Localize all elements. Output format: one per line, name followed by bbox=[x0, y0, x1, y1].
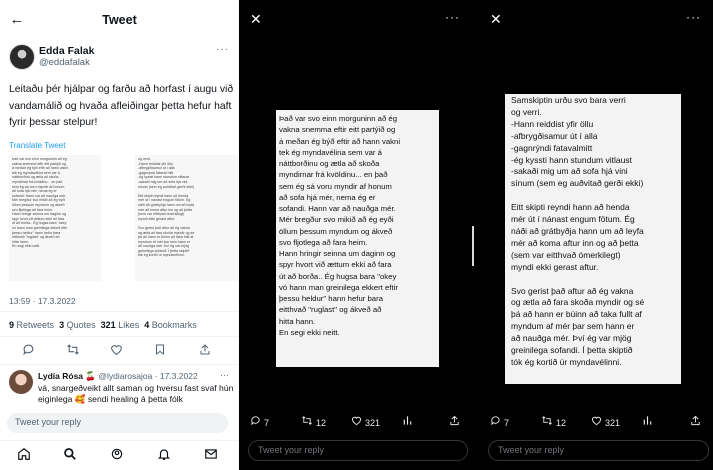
page-title: Tweet bbox=[102, 13, 137, 27]
bottom-navigation bbox=[0, 440, 239, 470]
retweets-stat[interactable]: 9 Retweets bbox=[9, 320, 55, 330]
retweet-icon[interactable] bbox=[66, 343, 80, 359]
more-options-icon[interactable]: ··· bbox=[216, 44, 229, 55]
reply-handle: @lydiarosajoa · 17.3.2022 bbox=[98, 371, 198, 381]
tweet-action-bar bbox=[0, 340, 239, 362]
like-button[interactable]: 321 bbox=[351, 415, 380, 429]
author-name[interactable]: Edda Falak bbox=[39, 45, 95, 57]
translate-tweet-link[interactable]: Translate Tweet bbox=[9, 141, 66, 150]
notifications-icon[interactable] bbox=[157, 447, 171, 464]
heart-icon[interactable] bbox=[110, 343, 123, 359]
heart-icon bbox=[591, 417, 602, 429]
avatar[interactable] bbox=[9, 370, 33, 394]
quotes-stat[interactable]: 3 Quotes bbox=[59, 320, 96, 330]
reply-icon[interactable] bbox=[22, 343, 35, 359]
tweet-header bbox=[0, 0, 239, 38]
image-viewer-1 bbox=[240, 0, 472, 470]
retweet-icon bbox=[541, 417, 553, 429]
spaces-icon[interactable] bbox=[110, 447, 124, 464]
reply-input[interactable] bbox=[248, 440, 468, 461]
tweet-image-2[interactable] bbox=[135, 155, 238, 281]
share-icon[interactable] bbox=[449, 415, 460, 428]
tweet-timestamp[interactable]: 13:59 · 17.3.2022 bbox=[9, 296, 76, 306]
retweet-icon bbox=[301, 417, 313, 429]
reply-text: vá, snargeðveikt allt saman og hversu fast svaf hún eiginlega 🥰 sendi healing á þetta fólk bbox=[38, 383, 234, 404]
home-icon[interactable] bbox=[17, 447, 31, 464]
close-icon[interactable]: ✕ bbox=[250, 11, 262, 27]
scrollbar[interactable] bbox=[472, 226, 474, 266]
image-text: Það var svo einn morguninn að ég vakna snemma eftir eitt partýið og á meðan ég býð eftir að hann vakni tek ég myndavélina sem var á náttborðinu og ætla að skoða myndirnar frá kvöldinu... en það sem ég sá voru myndir af honum að sofa hjá mér, nema ég er sofandi. Hann var að nauðga mér. Mér bregður svo mikið að ég eyði öllum þessum myndum og ákveð svo fljotlega að fara heim. Hann hringir seinna um daginn og spyr hvort við ættum ekki að fara út að borða.. Ég hugsa bara "okey vó hann man greinilega ekkert eftir þessu heldur" hann hefur bara eitthvað "ruglast" og ákveð að hitta hann. En segi ekki neitt. bbox=[12, 157, 69, 249]
heart-icon bbox=[351, 417, 362, 429]
reply-input[interactable] bbox=[488, 440, 709, 461]
image-text: Samskiptin urðu svo bara verri og verri. -Hann reiddist yfir öllu -afbrygðisamur út í alla -gagnrýndi fatavalmitt -ég kyssti hann stundum vitlaust -sakaði mig um að sofa hjá vini sínum (sem eg auðvitað gerði ekki) Eitt skipti reyndi hann að henda mér út í nánast engum fötum. Ég náði að grátbyðja hann um að leyfa mér að koma aftur inn og að þetta (sem var eitthvað ómerkilegt) myndi ekki gerast aftur. Svo gerist það aftur að ég vakna og ætla að fara skoða myndir og sé þá að hann er búinn að taka fullt af myndum af mér þar sem hann er að nauðga mér. Því ég var mjög greinilega sofandi. Í þetta skiptið tók ég kortið úr myndavélinni. bbox=[511, 95, 645, 367]
avatar[interactable] bbox=[9, 44, 35, 70]
retweet-button[interactable]: 12 bbox=[541, 415, 566, 429]
tweet-image-1[interactable] bbox=[9, 155, 101, 281]
reply-input[interactable] bbox=[7, 413, 228, 433]
reply-icon bbox=[490, 417, 501, 429]
retweet-button[interactable]: 12 bbox=[301, 415, 326, 429]
bookmarks-stat[interactable]: 4 Bookmarks bbox=[144, 320, 197, 330]
messages-icon[interactable] bbox=[204, 447, 218, 464]
likes-stat[interactable]: 321 Likes bbox=[100, 320, 140, 330]
divider bbox=[0, 336, 239, 337]
share-icon[interactable] bbox=[690, 415, 701, 428]
reply-placeholder: Tweet your reply bbox=[258, 445, 325, 455]
screenshot-image bbox=[276, 110, 439, 367]
screenshot-image bbox=[505, 94, 681, 384]
more-options-icon[interactable]: ··· bbox=[686, 10, 701, 24]
share-icon[interactable] bbox=[199, 343, 211, 359]
reply-button[interactable]: 7 bbox=[250, 415, 269, 429]
divider bbox=[0, 364, 239, 365]
more-options-icon[interactable]: ··· bbox=[445, 10, 460, 24]
search-icon[interactable] bbox=[63, 447, 77, 464]
reply-button[interactable]: 7 bbox=[490, 415, 509, 429]
image-viewer-2 bbox=[480, 0, 713, 470]
reply-placeholder: Tweet your reply bbox=[15, 417, 82, 427]
tweet-panel bbox=[0, 0, 239, 470]
more-options-icon[interactable]: ··· bbox=[220, 370, 229, 380]
bookmark-icon[interactable] bbox=[154, 343, 166, 359]
image-text: Það var svo einn morguninn að ég vakna snemma eftir eitt partýið og á meðan ég býð eftir að hann vakni tek ég myndavélina sem var á náttborðinu og ætla að skoða myndirnar frá kvöldinu... en það sem ég sá voru myndir af honum að sofa hjá mér, nema ég er sofandi. Hann var að nauðga mér. Mér bregður svo mikið að ég eyði öllum þessum myndum og ákveð svo fljotlega að fara heim. Hann hringir seinna um daginn og spyr hvort við ættum ekki að fara út að borða.. Ég hugsa bara "okey vó hann man greinilega ekkert eftir þessu heldur" hann hefur bara eitthvað "ruglast" og ákveð að hitta hann. En segi ekki neitt. bbox=[279, 114, 401, 337]
close-icon[interactable]: ✕ bbox=[490, 11, 502, 27]
tweet-stats bbox=[9, 320, 197, 330]
image-text: og verri. -Hann reiddist yfir öllu -afbrygðisamur út í alla -gagnrýndi fataval mitt -ég kyssti hann stundum vitlaust -sakaði mig um að sofa hjá vini sínum (sem eg auðvitað gerði ekki) Eitt skipti reyndi hann að henda mér út í nánast engum fötum. Ég náði að grátbyðja hann um að leyfa mér að koma aftur inn og að þetta (sem var eitthvað ómerkilegt) myndi ekki gerast aftur. Svo gerist það aftur að ég vakna og ætla að fara skoða myndir og sé þá að hann er búinn að taka fullt af myndum af mér þar sem hann er að nauðga mér. Því ég var mjög greinilega sofandi. Í þetta skiptið tók ég kortið úr myndavélinni. bbox=[138, 157, 195, 258]
analytics-icon[interactable] bbox=[402, 415, 413, 428]
divider bbox=[0, 311, 239, 312]
reply-icon bbox=[250, 417, 261, 429]
analytics-icon[interactable] bbox=[642, 415, 653, 428]
reply-author[interactable]: Lydía Rósa 🍒 @lydiarosajoa · 17.3.2022 bbox=[38, 371, 198, 381]
tweet-text: Leitaðu þér hjálpar og farðu að horfast í augu við vandamálið og hvaða afleiðingar þetta hefur haft fyrir þessar stelpur! bbox=[9, 84, 234, 128]
reply-placeholder: Tweet your reply bbox=[498, 445, 565, 455]
author-handle[interactable]: @eddafalak bbox=[39, 57, 90, 68]
like-button[interactable]: 321 bbox=[591, 415, 620, 429]
back-arrow-icon[interactable]: ← bbox=[9, 11, 25, 28]
